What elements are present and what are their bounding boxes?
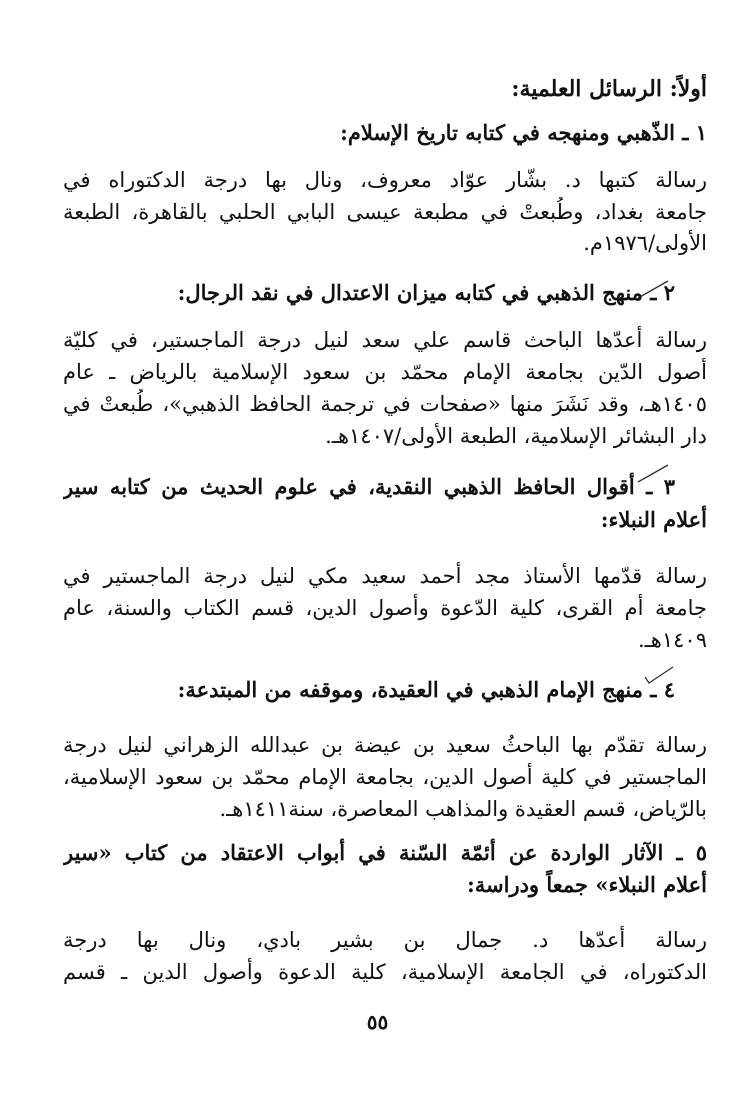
item-3-title-line-1: ٣ ـ أقوال الحافظ الذهبي النقدية، في علوم الحديث من كتابه سير <box>63 474 675 499</box>
item-1-line-3: الأولى/١٩٧٦م. <box>583 231 707 255</box>
item-4-title: ٤ ـ منهج الإمام الذهبي في العقيدة، وموقفه من المبتدعة: <box>177 677 675 702</box>
section-heading: أولاً: الرسائل العلمية: <box>511 76 707 102</box>
item-2-line-2: أصول الدّين بجامعة الإمام محمّد بن سعود الإسلامية بالرياض ـ عام <box>63 360 707 384</box>
item-2-line-1: رسالة أعدّها الباحث قاسم علي سعد لنيل درجة الماجستير، في كليّة <box>63 328 707 352</box>
item-5-line-2: الدكتوراه، في الجامعة الإسلامية، كلية الدعوة وأصول الدين ـ قسم <box>63 960 707 984</box>
item-4-line-1: رسالة تقدّم بها الباحثُ سعيد بن عيضة بن عبدالله الزهراني لنيل درجة <box>63 733 707 757</box>
item-5-line-1: رسالة أعدّها د. جمال بن بشير بادي، ونال بها درجة <box>63 928 707 952</box>
item-3-line-3: ١٤٠٩هـ. <box>637 628 707 652</box>
item-1-title: ١ ـ الذّهبي ومنهجه في كتابه تاريخ الإسلام: <box>340 120 707 145</box>
item-4-line-2: الماجستير في كلية أصول الدين، بجامعة الإمام محمّد بن سعود الإسلامية، <box>63 765 707 789</box>
item-3-line-2: جامعة أم القرى، كلية الدّعوة وأصول الدين، قسم الكتاب والسنة، عام <box>63 596 707 620</box>
page-number: ٥٥ <box>366 1010 389 1034</box>
item-1-line-2: جامعة بغداد، وطُبعتْ في مطبعة عيسى البابي الحلبي بالقاهرة، الطبعة <box>63 200 707 224</box>
item-3-line-1: رسالة قدّمها الأستاذ مجد أحمد سعيد مكي لنيل درجة الماجستير في <box>63 564 707 588</box>
item-1-line-1: رسالة كتبها د. بشّار عوّاد معروف، ونال بها درجة الدكتوراه في <box>63 168 707 192</box>
item-5-title-line-1: ٥ ـ الآثار الواردة عن أئمّة السّنة في أبواب الاعتقاد من كتاب «سير <box>63 840 707 865</box>
item-2-title: ٢ ـ منهج الذهبي في كتابه ميزان الاعتدال في نقد الرجال: <box>177 280 675 305</box>
item-3-title-line-2: أعلام النبلاء: <box>600 507 707 532</box>
item-2-line-4: دار البشائر الإسلامية، الطبعة الأولى/١٤٠٧هـ. <box>325 424 707 448</box>
item-5-title-line-2: أعلام النبلاء» جمعاً ودراسة: <box>467 872 707 897</box>
item-4-line-3: بالرّياض، قسم العقيدة والمذاهب المعاصرة، سنة١٤١١هـ. <box>219 797 707 821</box>
item-2-line-3: ١٤٠٥هـ، وقد نَشَرَ منها «صفحات في ترجمة الحافظ الذهبي»، طُبعتْ في <box>63 392 707 416</box>
